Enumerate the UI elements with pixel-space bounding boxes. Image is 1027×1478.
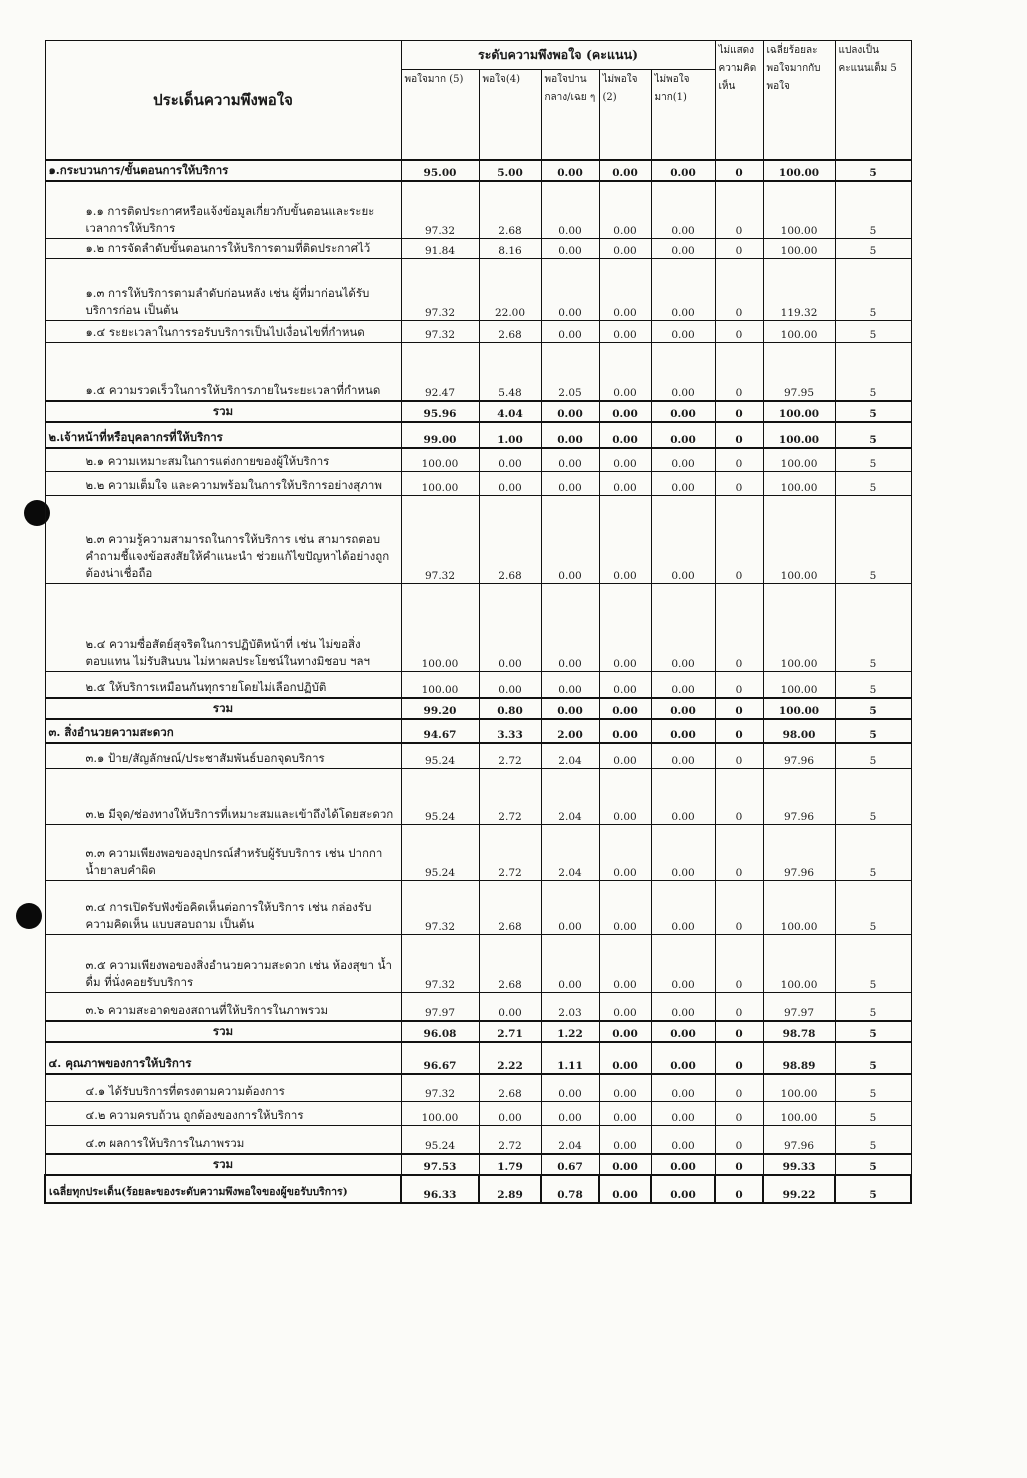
row-value: 0.00 (599, 743, 651, 769)
table-row (45, 1074, 911, 1102)
row-value: 5 (835, 343, 911, 401)
row-value: 2.00 (541, 719, 599, 743)
header-score: แปลงเป็นคะแนนเต็ม 5 (835, 41, 911, 160)
row-value: 0.00 (599, 1102, 651, 1126)
table-row (45, 825, 911, 881)
row-value: 0 (715, 1175, 763, 1203)
row-value: 95.24 (401, 1126, 479, 1154)
row-value: 0 (715, 472, 763, 496)
row-value: 0 (715, 743, 763, 769)
row-value: 1.22 (541, 1021, 599, 1042)
row-value: 0.00 (651, 1175, 715, 1203)
table-row (45, 584, 911, 672)
row-value: 100.00 (763, 1102, 835, 1126)
row-value: 0 (715, 1074, 763, 1102)
row-value: 0.00 (651, 181, 715, 239)
punch-hole-bottom (16, 903, 42, 929)
row-value: 0 (715, 1102, 763, 1126)
row-value: 5 (835, 448, 911, 472)
row-value: 0 (715, 448, 763, 472)
row-value: 0 (715, 1154, 763, 1175)
table-row (45, 259, 911, 321)
row-value: 5 (835, 181, 911, 239)
row-value: 0 (715, 719, 763, 743)
table-row (45, 993, 911, 1021)
row-value: 91.84 (401, 239, 479, 259)
row-value: 5 (835, 672, 911, 698)
row-value: 97.97 (401, 993, 479, 1021)
row-value: 2.04 (541, 769, 599, 825)
row-value: 97.32 (401, 1074, 479, 1102)
row-value: 0.00 (599, 935, 651, 993)
row-value: 0.00 (651, 422, 715, 448)
row-value: 5 (835, 1074, 911, 1102)
row-value: 1.00 (479, 422, 541, 448)
row-value: 0.00 (541, 584, 599, 672)
row-topic: ๑.๑ การติดประกาศหรือแจ้งข้อมูลเกี่ยวกับขั้นตอนและระยะเวลาการให้บริการ (45, 181, 401, 239)
row-value: 2.22 (479, 1042, 541, 1074)
row-value: 0.00 (541, 401, 599, 422)
satisfaction-table (44, 40, 912, 1204)
row-value: 5 (835, 1042, 911, 1074)
row-value: 5 (835, 1154, 911, 1175)
row-value: 2.71 (479, 1021, 541, 1042)
row-value: 0 (715, 181, 763, 239)
row-topic: ๔.๓ ผลการให้บริการในภาพรวม (45, 1126, 401, 1154)
row-topic: รวม (45, 401, 401, 422)
row-value: 0.00 (651, 881, 715, 935)
row-value: 100.00 (763, 422, 835, 448)
row-value: 0 (715, 881, 763, 935)
row-value: 100.00 (401, 672, 479, 698)
row-value: 2.68 (479, 181, 541, 239)
row-value: 100.00 (763, 472, 835, 496)
row-value: 0.00 (541, 881, 599, 935)
table-row (45, 448, 911, 472)
row-value: 0 (715, 1126, 763, 1154)
row-value: 0.00 (541, 935, 599, 993)
row-value: 2.04 (541, 743, 599, 769)
row-value: 5.48 (479, 343, 541, 401)
row-topic: ๑.๔ ระยะเวลาในการรอรับบริการเป็นไปเงื่อนไขที่กำหนด (45, 321, 401, 343)
row-value: 100.00 (401, 448, 479, 472)
row-topic: ๑.กระบวนการ/ขั้นตอนการให้บริการ (45, 160, 401, 181)
row-topic: ๒.๓ ความรู้ความสามารถในการให้บริการ เช่น สามารถตอบคำถามชี้แจงข้อสงสัยให้คำแนะนำ ช่วยแก้ไขปัญหาได้อย่างถูกต้องน่าเชื่อถือ (45, 496, 401, 584)
row-value: 0 (715, 259, 763, 321)
row-value: 98.89 (763, 1042, 835, 1074)
row-value: 0.00 (599, 448, 651, 472)
summary-row (45, 1021, 911, 1042)
row-value: 0.00 (651, 1074, 715, 1102)
row-value: 0.00 (599, 769, 651, 825)
row-value: 0 (715, 321, 763, 343)
row-value: 0.00 (599, 1154, 651, 1175)
row-value: 3.33 (479, 719, 541, 743)
row-value: 0.00 (479, 584, 541, 672)
row-value: 95.00 (401, 160, 479, 181)
row-value: 5 (835, 584, 911, 672)
row-value: 0 (715, 698, 763, 719)
row-value: 97.96 (763, 743, 835, 769)
row-value: 0 (715, 422, 763, 448)
row-value: 0.00 (599, 160, 651, 181)
row-value: 0.00 (599, 239, 651, 259)
row-value: 0.00 (651, 743, 715, 769)
summary-row (45, 401, 911, 422)
row-value: 0.00 (541, 448, 599, 472)
row-value: 97.95 (763, 343, 835, 401)
row-value: 0.80 (479, 698, 541, 719)
row-value: 5 (835, 160, 911, 181)
row-value: 99.20 (401, 698, 479, 719)
row-value: 96.67 (401, 1042, 479, 1074)
row-value: 0.00 (599, 496, 651, 584)
row-value: 0.00 (599, 1074, 651, 1102)
row-value: 2.68 (479, 496, 541, 584)
row-value: 0.00 (599, 584, 651, 672)
table-row (45, 343, 911, 401)
row-value: 0.00 (651, 448, 715, 472)
row-value: 0.00 (479, 993, 541, 1021)
row-value: 0.00 (541, 698, 599, 719)
row-value: 95.24 (401, 743, 479, 769)
row-value: 100.00 (763, 698, 835, 719)
row-value: 97.32 (401, 881, 479, 935)
row-value: 0.00 (541, 1102, 599, 1126)
row-value: 100.00 (763, 181, 835, 239)
row-value: 2.04 (541, 825, 599, 881)
header-no-opinion: ไม่แสดงความคิดเห็น (715, 41, 763, 160)
row-value: 97.96 (763, 769, 835, 825)
header-level-2: ไม่พอใจ (2) (599, 70, 651, 160)
table-row (45, 769, 911, 825)
row-topic: ๓.๕ ความเพียงพอของสิ่งอำนวยความสะดวก เช่น ห้องสุขา น้ำดื่ม ที่นั่งคอยรับบริการ (45, 935, 401, 993)
row-value: 0 (715, 935, 763, 993)
row-value: 97.32 (401, 321, 479, 343)
row-value: 0 (715, 496, 763, 584)
row-topic: ๓.๑ ป้าย/สัญลักษณ์/ประชาสัมพันธ์บอกจุดบริการ (45, 743, 401, 769)
row-value: 5 (835, 401, 911, 422)
row-value: 0.00 (599, 1126, 651, 1154)
row-value: 0.00 (541, 239, 599, 259)
row-topic: ๓. สิ่งอำนวยความสะดวก (45, 719, 401, 743)
row-value: 5.00 (479, 160, 541, 181)
row-value: 97.32 (401, 496, 479, 584)
row-value: 96.33 (401, 1175, 479, 1203)
row-value: 0.00 (599, 181, 651, 239)
row-value: 0.00 (599, 1021, 651, 1042)
row-value: 100.00 (763, 321, 835, 343)
row-value: 2.05 (541, 343, 599, 401)
table-body (45, 160, 911, 1203)
row-value: 0.00 (541, 160, 599, 181)
row-value: 95.24 (401, 825, 479, 881)
row-value: 0.00 (651, 496, 715, 584)
row-topic: รวม (45, 1154, 401, 1175)
row-value: 0 (715, 1042, 763, 1074)
row-value: 0.00 (651, 321, 715, 343)
row-topic: ๑.๕ ความรวดเร็วในการให้บริการภายในระยะเวลาที่กำหนด (45, 343, 401, 401)
row-value: 8.16 (479, 239, 541, 259)
row-value: 100.00 (763, 881, 835, 935)
row-topic: ๒.๑ ความเหมาะสมในการแต่งกายของผู้ให้บริการ (45, 448, 401, 472)
row-value: 0.00 (541, 496, 599, 584)
header-level-3: พอใจปานกลาง/เฉย ๆ (541, 70, 599, 160)
row-value: 0.00 (479, 448, 541, 472)
row-value: 0.00 (651, 935, 715, 993)
row-topic: ๒.๒ ความเต็มใจ และความพร้อมในการให้บริการอย่างสุภาพ (45, 472, 401, 496)
row-topic: ๓.๖ ความสะอาดของสถานที่ให้บริการในภาพรวม (45, 993, 401, 1021)
summary-row (45, 698, 911, 719)
row-value: 2.03 (541, 993, 599, 1021)
table-row (45, 881, 911, 935)
row-value: 99.33 (763, 1154, 835, 1175)
row-value: 0.00 (599, 321, 651, 343)
row-value: 100.00 (763, 935, 835, 993)
category-row (45, 1042, 911, 1074)
row-value: 5 (835, 825, 911, 881)
row-value: 0.00 (651, 584, 715, 672)
row-value: 5 (835, 698, 911, 719)
table-row (45, 321, 911, 343)
row-value: 97.96 (763, 825, 835, 881)
header-sum-satisfied: เฉลี่ยร้อยละพอใจมากกับพอใจ (763, 41, 835, 160)
row-value: 2.68 (479, 1074, 541, 1102)
row-value: 0.00 (541, 422, 599, 448)
row-value: 0 (715, 584, 763, 672)
row-value: 0.00 (599, 1175, 651, 1203)
row-value: 0 (715, 1021, 763, 1042)
row-value: 0.00 (651, 1102, 715, 1126)
table-row (45, 1126, 911, 1154)
row-value: 98.00 (763, 719, 835, 743)
row-value: 0.00 (541, 472, 599, 496)
overall-average-row (45, 1175, 911, 1203)
row-value: 5 (835, 496, 911, 584)
row-value: 0 (715, 993, 763, 1021)
row-value: 100.00 (763, 496, 835, 584)
row-value: 0.00 (599, 259, 651, 321)
row-value: 95.96 (401, 401, 479, 422)
row-value: 1.11 (541, 1042, 599, 1074)
row-value: 99.22 (763, 1175, 835, 1203)
row-value: 97.97 (763, 993, 835, 1021)
row-value: 5 (835, 321, 911, 343)
row-value: 1.79 (479, 1154, 541, 1175)
row-value: 2.72 (479, 1126, 541, 1154)
summary-row (45, 1154, 911, 1175)
table-row (45, 672, 911, 698)
row-value: 2.72 (479, 769, 541, 825)
row-value: 0.78 (541, 1175, 599, 1203)
row-value: 0.00 (651, 1154, 715, 1175)
row-value: 0.00 (479, 1102, 541, 1126)
row-topic: ๒.๔ ความซื่อสัตย์สุจริตในการปฏิบัติหน้าที่ เช่น ไม่ขอสิ่งตอบแทน ไม่รับสินบน ไม่หาผลประโยชน์ในทางมิชอบ ฯลฯ (45, 584, 401, 672)
row-value: 0 (715, 239, 763, 259)
row-value: 2.89 (479, 1175, 541, 1203)
row-value: 97.53 (401, 1154, 479, 1175)
row-value: 100.00 (763, 672, 835, 698)
table-row (45, 935, 911, 993)
row-topic: ๔.๑ ได้รับบริการที่ตรงตามความต้องการ (45, 1074, 401, 1102)
row-value: 5 (835, 993, 911, 1021)
row-value: 0.00 (599, 401, 651, 422)
row-value: 0 (715, 160, 763, 181)
row-value: 100.00 (401, 584, 479, 672)
row-value: 5 (835, 422, 911, 448)
row-value: 100.00 (401, 472, 479, 496)
row-value: 2.72 (479, 825, 541, 881)
row-value: 5 (835, 259, 911, 321)
row-value: 0.00 (651, 343, 715, 401)
table-row (45, 743, 911, 769)
row-value: 97.96 (763, 1126, 835, 1154)
row-value: 0 (715, 672, 763, 698)
row-value: 0.67 (541, 1154, 599, 1175)
row-value: 100.00 (763, 448, 835, 472)
row-topic: ๔. คุณภาพของการให้บริการ (45, 1042, 401, 1074)
row-topic: ๒.เจ้าหน้าที่หรือบุคลากรที่ให้บริการ (45, 422, 401, 448)
row-value: 5 (835, 1102, 911, 1126)
row-value: 100.00 (763, 160, 835, 181)
row-value: 0.00 (599, 993, 651, 1021)
row-value: 5 (835, 719, 911, 743)
table-row (45, 1102, 911, 1126)
row-value: 5 (835, 769, 911, 825)
header-level-1: ไม่พอใจมาก(1) (651, 70, 715, 160)
row-value: 0.00 (599, 422, 651, 448)
row-value: 22.00 (479, 259, 541, 321)
row-value: 0.00 (541, 672, 599, 698)
category-row (45, 160, 911, 181)
row-value: 0.00 (651, 698, 715, 719)
row-value: 100.00 (763, 239, 835, 259)
row-value: 0.00 (651, 719, 715, 743)
row-value: 0 (715, 825, 763, 881)
row-topic: ๓.๒ มีจุด/ช่องทางให้บริการที่เหมาะสมและเข้าถึงได้โดยสะดวก (45, 769, 401, 825)
row-value: 0.00 (651, 401, 715, 422)
header-topic: ประเด็นความพึงพอใจ (45, 41, 401, 160)
row-value: 5 (835, 881, 911, 935)
category-row (45, 422, 911, 448)
row-value: 0.00 (599, 719, 651, 743)
row-value: 0.00 (651, 1042, 715, 1074)
category-row (45, 719, 911, 743)
row-value: 0.00 (651, 239, 715, 259)
row-value: 5 (835, 1021, 911, 1042)
row-value: 0 (715, 343, 763, 401)
row-value: 97.32 (401, 935, 479, 993)
row-value: 0.00 (479, 472, 541, 496)
row-value: 0.00 (651, 1021, 715, 1042)
row-value: 97.32 (401, 181, 479, 239)
row-topic: ๔.๒ ความครบถ้วน ถูกต้องของการให้บริการ (45, 1102, 401, 1126)
row-value: 5 (835, 743, 911, 769)
row-value: 0.00 (599, 881, 651, 935)
row-topic: ๒.๕ ให้บริการเหมือนกันทุกรายโดยไม่เลือกปฏิบัติ (45, 672, 401, 698)
row-value: 100.00 (763, 584, 835, 672)
row-value: 99.00 (401, 422, 479, 448)
row-value: 2.68 (479, 321, 541, 343)
table-row (45, 472, 911, 496)
row-value: 2.72 (479, 743, 541, 769)
row-value: 0.00 (599, 472, 651, 496)
row-value: 97.32 (401, 259, 479, 321)
row-value: 0.00 (651, 472, 715, 496)
table-row (45, 181, 911, 239)
row-value: 0.00 (651, 825, 715, 881)
row-value: 0.00 (599, 698, 651, 719)
row-topic: รวม (45, 1021, 401, 1042)
row-value: 100.00 (763, 401, 835, 422)
row-value: 0.00 (651, 160, 715, 181)
row-value: 94.67 (401, 719, 479, 743)
row-value: 0.00 (651, 769, 715, 825)
row-topic: ๑.๒ การจัดลำดับขั้นตอนการให้บริการตามที่ติดประกาศไว้ (45, 239, 401, 259)
row-value: 0.00 (651, 1126, 715, 1154)
row-topic: เฉลี่ยทุกประเด็น(ร้อยละของระดับความพึงพอใจของผู้ขอรับบริการ) (45, 1175, 401, 1203)
row-value: 0.00 (479, 672, 541, 698)
row-value: 2.68 (479, 935, 541, 993)
row-value: 0.00 (599, 1042, 651, 1074)
row-value: 0.00 (651, 259, 715, 321)
header-level-group: ระดับความพึงพอใจ (คะแนน) (401, 41, 715, 70)
row-value: 5 (835, 1175, 911, 1203)
header-level-5: พอใจมาก (5) (401, 70, 479, 160)
row-value: 0.00 (541, 1074, 599, 1102)
satisfaction-table-container (44, 40, 910, 1204)
row-value: 92.47 (401, 343, 479, 401)
row-topic: ๓.๔ การเปิดรับฟังข้อคิดเห็นต่อการให้บริการ เช่น กล่องรับความคิดเห็น แบบสอบถาม เป็นต้น (45, 881, 401, 935)
row-value: 96.08 (401, 1021, 479, 1042)
header-level-4: พอใจ(4) (479, 70, 541, 160)
row-value: 5 (835, 935, 911, 993)
row-value: 2.68 (479, 881, 541, 935)
table-row (45, 239, 911, 259)
row-value: 95.24 (401, 769, 479, 825)
row-value: 100.00 (763, 1074, 835, 1102)
row-value: 98.78 (763, 1021, 835, 1042)
row-value: 0.00 (599, 825, 651, 881)
row-value: 0.00 (541, 181, 599, 239)
row-topic: ๓.๓ ความเพียงพอของอุปกรณ์สำหรับผู้รับบริการ เช่น ปากกา น้ำยาลบคำผิด (45, 825, 401, 881)
row-value: 0.00 (541, 321, 599, 343)
row-value: 5 (835, 472, 911, 496)
row-value: 5 (835, 239, 911, 259)
row-value: 0.00 (651, 993, 715, 1021)
row-value: 2.04 (541, 1126, 599, 1154)
row-value: 0.00 (599, 343, 651, 401)
row-value: 0 (715, 401, 763, 422)
row-value: 0.00 (599, 672, 651, 698)
row-value: 5 (835, 1126, 911, 1154)
row-value: 0.00 (541, 259, 599, 321)
row-value: 4.04 (479, 401, 541, 422)
table-row (45, 496, 911, 584)
row-value: 0 (715, 769, 763, 825)
row-topic: รวม (45, 698, 401, 719)
row-topic: ๑.๓ การให้บริการตามลำดับก่อนหลัง เช่น ผู้ที่มาก่อนได้รับบริการก่อน เป็นต้น (45, 259, 401, 321)
row-value: 119.32 (763, 259, 835, 321)
row-value: 0.00 (651, 672, 715, 698)
row-value: 100.00 (401, 1102, 479, 1126)
